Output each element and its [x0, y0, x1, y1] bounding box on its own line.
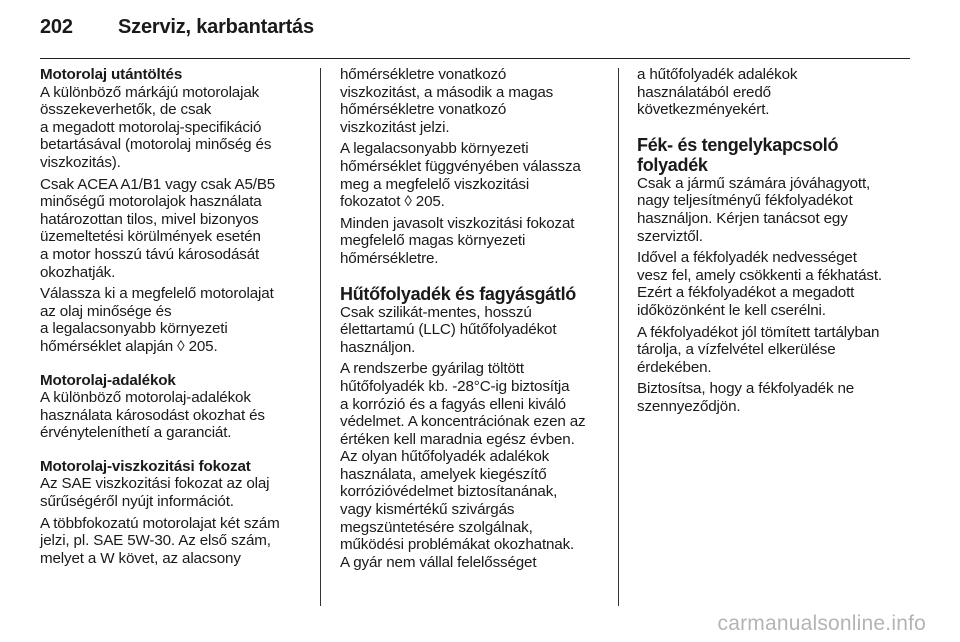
- text-line: következményekért.: [637, 101, 770, 119]
- text-line: hőmérsékletre vonatkozó: [340, 101, 507, 119]
- page-header: [40, 16, 920, 50]
- text-line: Csak a jármű számára jóváhagyott,: [637, 174, 871, 192]
- text-line: a hűtőfolyadék adalékok: [637, 66, 798, 83]
- paragraph: [340, 304, 606, 357]
- text-line: működési problémákat okozhatnak.: [340, 536, 575, 554]
- text-line: Minden javasolt viszkozitási fokozat: [340, 214, 575, 232]
- text-line: jelzi, pl. SAE 5W-30. Az első szám,: [40, 532, 271, 550]
- text-line: az olaj minősége és: [40, 302, 172, 320]
- text-line: betartásával (motorolaj minőség és: [40, 136, 272, 154]
- paragraph: [40, 285, 306, 355]
- paragraph: [637, 66, 905, 119]
- subheading-viscosity-grade: Motorolaj-viszkozitási fokozat: [40, 457, 251, 475]
- text-line: meg a megfelelő viszkozitási: [340, 175, 530, 193]
- section-heading-text: folyadék: [637, 154, 708, 175]
- text-line: a megadott motorolaj-specifikáció: [40, 118, 262, 136]
- text-line: szerviztől.: [637, 227, 703, 245]
- text-line: élettartamú (LLC) hűtőfolyadékot: [340, 321, 557, 339]
- paragraph: [637, 324, 905, 377]
- text-line: A legalacsonyabb környezeti: [340, 140, 529, 158]
- paragraph: [637, 380, 905, 415]
- text-line: időközönként le kell cserélni.: [637, 301, 826, 319]
- page-reference-line: fokozatot ◊ 205.: [340, 193, 445, 211]
- text-line: Csak szilikát-mentes, hosszú: [340, 303, 532, 321]
- text-line: A gyár nem vállal felelősséget: [340, 553, 537, 571]
- text-line: használata károsodást okozhat és: [40, 406, 265, 424]
- text-line: hűtőfolyadék kb. -28°C-ig biztosítja: [340, 377, 570, 395]
- paragraph: [340, 360, 606, 571]
- text-line: védelmet. A koncentrációnak ezen az: [340, 413, 586, 431]
- text-line: érvényteleníthetí a garanciát.: [40, 424, 232, 442]
- paragraph: [40, 389, 306, 442]
- paragraph: [637, 249, 905, 319]
- text-line: Biztosítsa, hogy a fékfolyadék ne: [637, 380, 855, 398]
- page-title: Szerviz, karbantartás: [118, 16, 314, 38]
- text-line: korrózióvédelmet biztosítanának,: [340, 483, 558, 501]
- column-divider-2: [618, 68, 619, 606]
- subheading-oil-additives: Motorolaj-adalékok: [40, 371, 176, 389]
- text-line: hőmérséklet függvényében válassza: [340, 157, 581, 175]
- paragraph: [40, 475, 306, 510]
- text-line: használjon. Kérjen tanácsot egy: [637, 209, 848, 227]
- subheading-motor-oil-topup: Motorolaj utántöltés: [40, 66, 183, 83]
- column-2: [340, 66, 606, 575]
- text-line: használata, amelyek kiegészítő: [340, 465, 547, 483]
- text-line: használjon.: [340, 338, 416, 356]
- paragraph: [637, 175, 905, 245]
- column-1: [40, 66, 306, 571]
- text-line: használatából eredő: [637, 83, 771, 101]
- text-line: határozottan tilos, mivel bizonyos: [40, 210, 259, 228]
- section-heading-coolant: [340, 284, 606, 304]
- paragraph: [340, 140, 606, 210]
- section-heading-text: Hűtőfolyadék és fagyásgátló: [340, 283, 576, 304]
- text-line: a legalacsonyabb környezeti: [40, 320, 228, 338]
- paragraph: [340, 66, 606, 136]
- text-line: viszkozitás).: [40, 153, 121, 171]
- page-reference-line: hőmérséklet alapján ◊ 205.: [40, 337, 218, 355]
- text-line: okozhatják.: [40, 263, 116, 281]
- paragraph: [40, 84, 306, 172]
- text-line: A fékfolyadékot jól tömített tartályban: [637, 323, 880, 341]
- text-line: érdekében.: [637, 358, 712, 376]
- text-line: viszkozitást jelzi.: [340, 118, 450, 136]
- watermark: carmanualsonline.info: [717, 612, 926, 635]
- text-line: melyet a W követ, az alacsony: [40, 549, 241, 567]
- text-line: hőmérsékletre vonatkozó: [340, 66, 507, 83]
- text-line: minőségű motorolajok használata: [40, 193, 262, 211]
- text-line: a motor hosszú távú károsodását: [40, 245, 260, 263]
- text-line: A különböző márkájú motorolajak: [40, 83, 260, 101]
- text-line: A rendszerbe gyárilag töltött: [340, 360, 524, 378]
- text-line: A többfokozatú motorolajat két szám: [40, 514, 280, 532]
- paragraph: [40, 515, 306, 568]
- text-line: sűrűségéről nyújt információt.: [40, 493, 234, 511]
- paragraph: [340, 215, 606, 268]
- section-heading-text: Fék- és tengelykapcsoló: [637, 134, 839, 155]
- text-line: A különböző motorolaj-adalékok: [40, 389, 251, 407]
- column-divider-1: [320, 68, 321, 606]
- text-line: vesz fel, amely csökkenti a fékhatást.: [637, 266, 883, 284]
- text-line: vagy kismértékű szivárgás: [340, 501, 515, 519]
- text-line: nagy teljesítményű fékfolyadékot: [637, 192, 853, 210]
- text-line: Az SAE viszkozitási fokozat az olaj: [40, 475, 270, 493]
- section-heading-brake-fluid: [637, 135, 905, 175]
- paragraph: [40, 176, 306, 282]
- text-line: viszkozitást, a második a magas: [340, 83, 554, 101]
- text-line: tárolja, a vízfelvétel elkerülése: [637, 341, 836, 359]
- text-line: Válassza ki a megfelelő motorolajat: [40, 285, 274, 303]
- text-line: összekeverhetők, de csak: [40, 101, 212, 119]
- text-line: Csak ACEA A1/B1 vagy csak A5/B5: [40, 175, 276, 193]
- text-line: hőmérsékletre.: [340, 249, 439, 267]
- text-line: Ezért a fékfolyadékot a megadott: [637, 284, 855, 302]
- header-rule: [40, 58, 910, 59]
- text-line: szennyeződjön.: [637, 397, 741, 415]
- column-3: [637, 66, 905, 420]
- text-line: Az olyan hűtőfolyadék adalékok: [340, 448, 550, 466]
- text-line: üzemeltetési körülmények esetén: [40, 228, 261, 246]
- text-line: Idővel a fékfolyadék nedvességet: [637, 249, 857, 267]
- text-line: értéken kell maradnia egész évben.: [340, 430, 575, 448]
- text-line: megfelelő magas környezeti: [340, 232, 526, 250]
- text-line: a korrózió és a fagyás elleni kiváló: [340, 395, 566, 413]
- page-number: 202: [40, 16, 73, 38]
- text-line: megszüntetésére szolgálnak,: [340, 518, 533, 536]
